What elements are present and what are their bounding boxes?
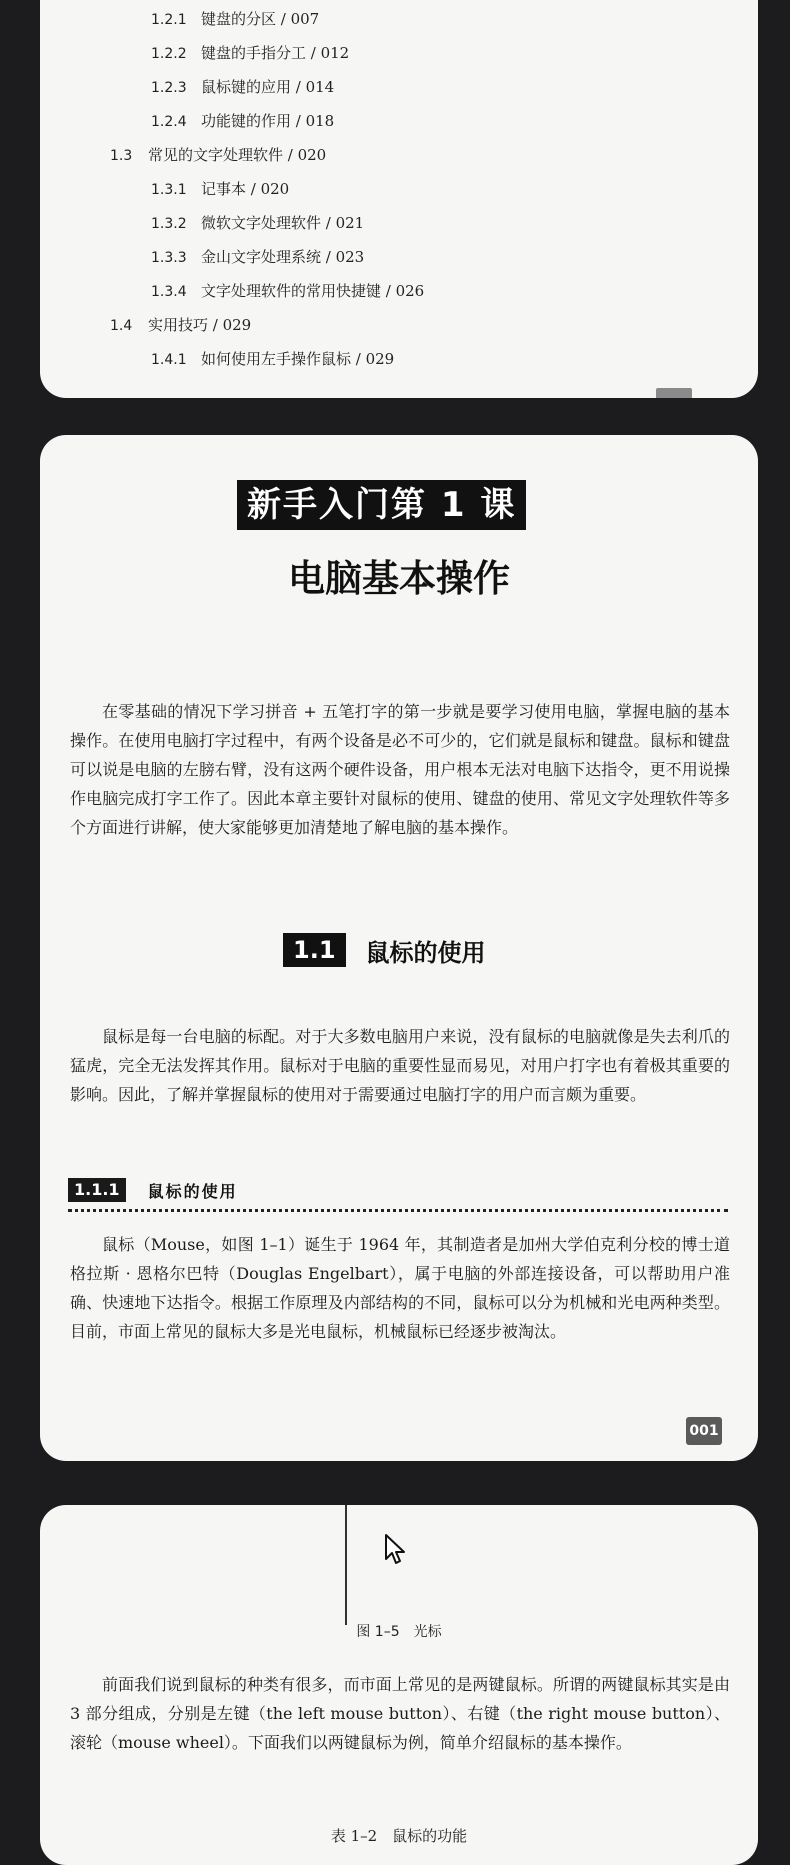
toc-text: 键盘的手指分工 / 012 <box>201 44 350 62</box>
toc-entry <box>110 314 251 335</box>
toc-entry <box>151 348 394 369</box>
toc-entry <box>151 8 319 29</box>
intro-paragraph: 在零基础的情况下学习拼音 + 五笔打字的第一步就是要学习使用电脑，掌握电脑的基本操作。在使用电脑打字过程中，有两个设备是必不可少的，它们就是鼠标和键盘。鼠标和键盘可以说是电脑的左膀右臂，没有这两个硬件设备，用户根本无法对电脑下达指令，更不用说操作电脑完成打字工作了。因此本章主要针对鼠标的使用、键盘的使用、常见文字处理软件等多个方面进行讲解，使大家能够更加清楚地了解电脑的基本操作。 <box>70 702 730 837</box>
toc-text: 实用技巧 / 029 <box>148 316 252 334</box>
toc-number: 1.4.1 <box>151 352 187 368</box>
subsection-title: 鼠标的使用 <box>147 1181 238 1201</box>
toc-page <box>40 0 758 398</box>
chapter-title: 电脑基本操作 <box>288 557 510 600</box>
toc-number: 1.2.3 <box>151 80 187 96</box>
section-title: 鼠标的使用 <box>365 938 486 967</box>
chapter-page <box>40 435 758 1461</box>
toc-entry <box>151 42 349 63</box>
toc-text: 常见的文字处理软件 / 020 <box>148 146 327 164</box>
toc-entry <box>151 212 364 233</box>
toc-entry <box>151 246 364 267</box>
table-heading: 表 1–2 鼠标的功能 <box>330 1827 468 1845</box>
mouse-buttons-paragraph: 前面我们说到鼠标的种类有很多，而市面上常见的是两键鼠标。所谓的两键鼠标其实是由 3 部分组成，分别是左键（the left mouse button）、右键（the right mouse button）、滚轮（mouse wheel）。下面我们以两键鼠标为例，简单介绍鼠标的基本操作。 <box>70 1675 730 1752</box>
toc-number: 1.2.4 <box>151 114 187 130</box>
toc-text: 功能键的作用 / 018 <box>201 112 335 130</box>
toc-number: 1.2.1 <box>151 12 187 28</box>
toc-number: 1.3 <box>110 148 133 164</box>
toc-number: 1.2.2 <box>151 46 187 62</box>
page-number-badge: 001 <box>686 1417 722 1445</box>
subsection-paragraph: 鼠标（Mouse，如图 1–1）诞生于 1964 年，其制造者是加州大学伯克利分校的博士道格拉斯 · 恩格尔巴特（Douglas Engelbart），属于电脑的外部连接设备，可以帮助用户准确、快速地下达指令。根据工作原理及内部结构的不同，鼠标可以分为机械和光电两种类型。目前，市面上常见的鼠标大多是光电鼠标，机械鼠标已经逐步被淘汰。 <box>70 1235 730 1341</box>
toc-entry <box>151 110 334 131</box>
toc-number: 1.3.1 <box>151 182 187 198</box>
toc-text: 键盘的分区 / 007 <box>201 10 320 28</box>
figure-divider-line <box>345 1505 347 1625</box>
toc-number: 1.3.2 <box>151 216 187 232</box>
toc-text: 微软文字处理软件 / 021 <box>201 214 365 232</box>
toc-entry <box>151 76 334 97</box>
dotted-divider <box>68 1209 728 1212</box>
section-heading <box>283 933 486 967</box>
toc-text: 记事本 / 020 <box>201 180 290 198</box>
toc-number: 1.3.3 <box>151 250 187 266</box>
section-number: 1.1 <box>283 933 346 967</box>
toc-entry <box>110 144 326 165</box>
toc-entry <box>151 178 289 199</box>
toc-number: 1.4 <box>110 318 133 334</box>
figure-page <box>40 1505 758 1865</box>
section-paragraph: 鼠标是每一台电脑的标配。对于大多数电脑用户来说，没有鼠标的电脑就像是失去利爪的猛虎，完全无法发挥其作用。鼠标对于电脑的重要性显而易见，对用户打字也有着极其重要的影响。因此，了解并掌握鼠标的使用对于需要通过电脑打字的用户而言颇为重要。 <box>70 1027 730 1104</box>
toc-number: 1.3.4 <box>151 284 187 300</box>
lesson-banner: 新手入门第 1 课 <box>237 480 526 530</box>
toc-text: 鼠标键的应用 / 014 <box>201 78 335 96</box>
toc-text: 如何使用左手操作鼠标 / 029 <box>201 350 395 368</box>
toc-entry <box>151 280 424 301</box>
toc-text: 文字处理软件的常用快捷键 / 026 <box>201 282 425 300</box>
subsection-number: 1.1.1 <box>68 1178 126 1202</box>
page-corner-mark <box>656 388 692 398</box>
subsection-heading <box>68 1177 238 1203</box>
toc-text: 金山文字处理系统 / 023 <box>201 248 365 266</box>
arrow-cursor-icon <box>384 1533 406 1569</box>
figure-caption: 图 1–5 光标 <box>356 1624 442 1640</box>
